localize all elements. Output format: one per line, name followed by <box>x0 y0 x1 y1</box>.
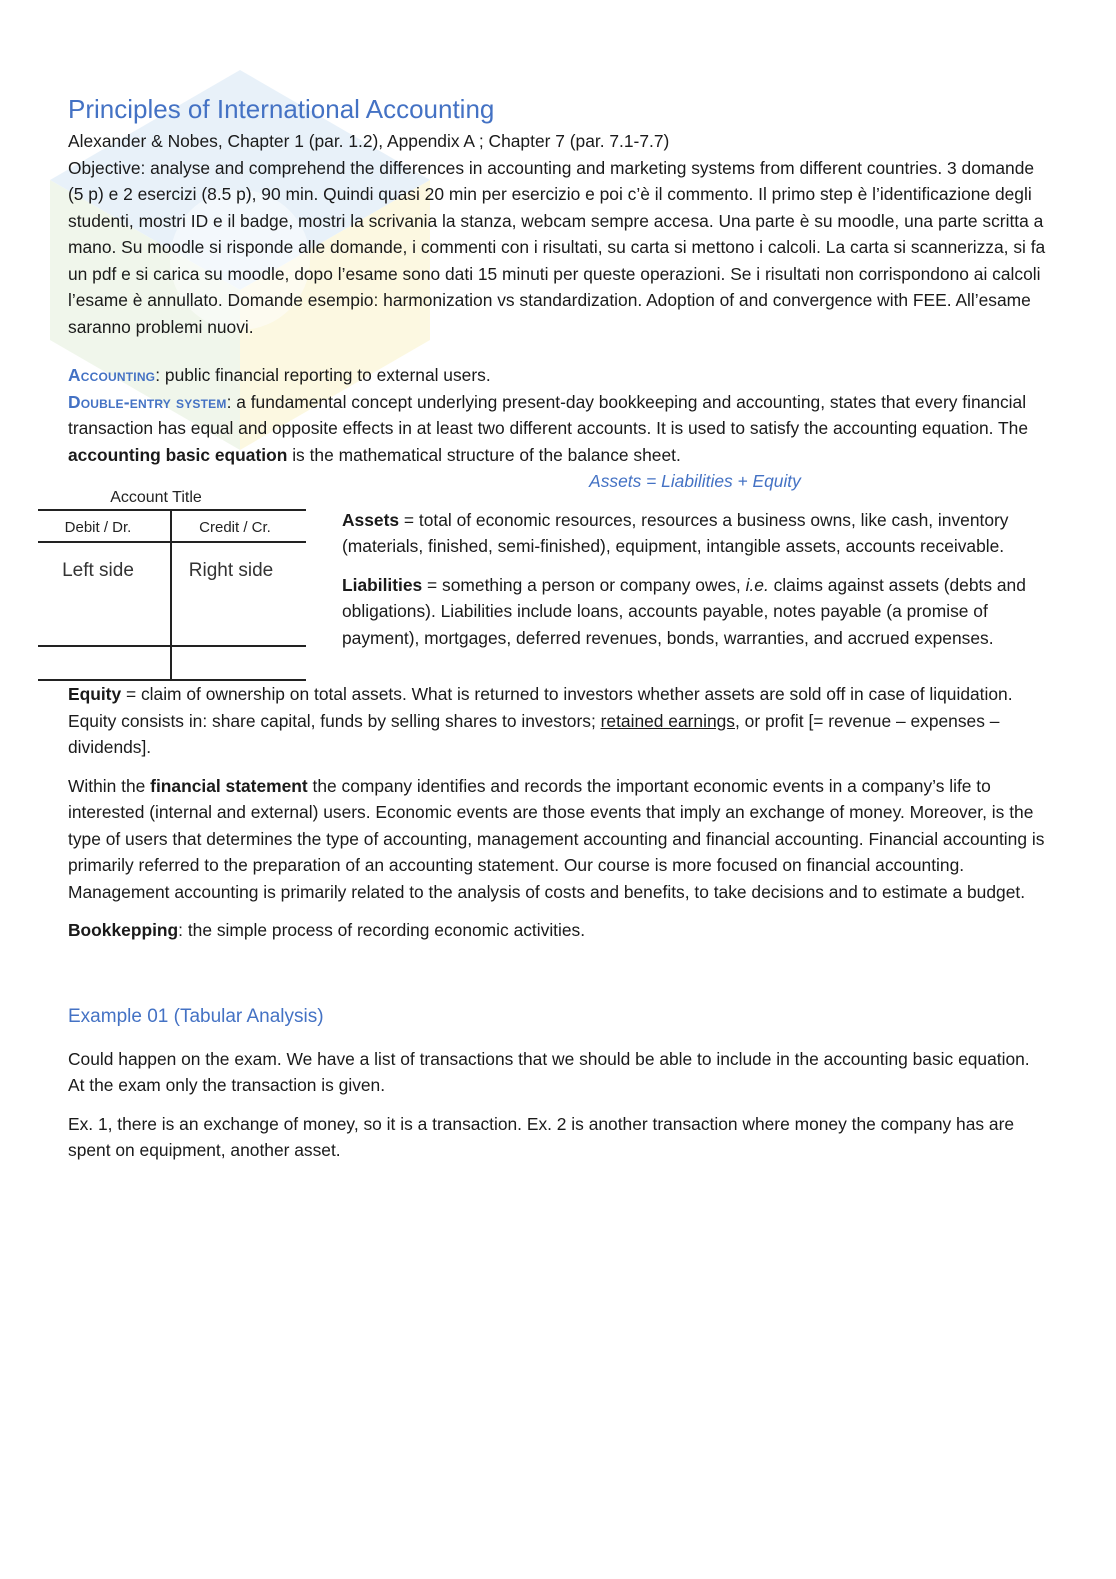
ie-abbrev: i.e. <box>745 574 769 595</box>
liabilities-text-a: = something a person or company owes, <box>422 574 746 595</box>
bookkeeping-text: : the simple process of recording economic activities. <box>178 920 586 940</box>
equity-term: Equity <box>68 684 122 704</box>
example-paragraph-2: Ex. 1, there is an exchange of money, so it is a transaction. Ex. 2 is another transaction where money the company has are spent on equipment, another asset. <box>68 1113 1015 1160</box>
example-heading: Example 01 (Tabular Analysis) <box>68 1005 324 1027</box>
document-content <box>62 92 1048 1164</box>
double-entry-text-a: : a fundamental concept underlying present-day bookkeeping and accounting, states that every financial transaction has equal and opposite effects in at least two different accounts. It is used to satisfy the accounting equation. The <box>68 391 1028 438</box>
accounting-basic-equation-term: accounting basic equation <box>68 444 288 465</box>
left-side-label: Left side <box>62 560 134 581</box>
assets-text: = total of economic resources, resources a business owns, like cash, inventory (materials, finished, semi-finished), equipment, intangible assets, accounts receivable. <box>342 509 1009 556</box>
credit-header: Credit / Cr. <box>199 519 271 536</box>
bookkeeping-term: Bookkepping <box>68 920 179 940</box>
example-paragraph-1: Could happen on the exam. We have a list of transactions that we should be able to include in the accounting basic equation. At the exam only the transaction is given. <box>68 1048 1030 1095</box>
page-title: Principles of International Accounting <box>68 94 495 124</box>
t-account-diagram <box>38 476 318 681</box>
accounting-term: Accounting <box>68 365 156 385</box>
financial-statement-paragraph <box>68 773 1048 906</box>
double-entry-definition <box>68 389 1048 469</box>
fs-text-b: the company identifies and records the important economic events in a company’s life to interested (internal and external) users. Economic events are those events that imply an exchange of money. Moreover, is the type of users that determines the type of accounting, management accounting and financial accounting. Financial accounting is primarily referred to the preparation of an accounting statement. Our course is more focused on financial accounting. Management accounting is primarily related to the analysis of costs and benefits, to take decisions and to estimate a budget. <box>68 775 1045 902</box>
bookkeeping-definition <box>68 917 1048 944</box>
accounting-definition <box>68 362 1048 389</box>
accounting-equation: Assets = Liabilities + Equity <box>589 471 801 491</box>
t-account-figure <box>38 476 318 681</box>
right-side-label: Right side <box>188 560 274 581</box>
equity-text-b: , or profit [= revenue – expenses – dividends]. <box>68 710 1000 757</box>
t-account-title: Account Title <box>110 489 202 506</box>
assets-term: Assets <box>342 509 400 530</box>
liabilities-term: Liabilities <box>342 574 423 595</box>
fs-text-a: Within the <box>68 775 151 796</box>
liabilities-text-b: claims against assets (debts and obligations). Liabilities include loans, accounts payable, notes payable (a promise of payment), mortgages, deferred revenues, bonds, warranties, and accrued expenses. <box>342 574 1026 648</box>
double-entry-term: Double-entry system <box>68 391 227 412</box>
equity-text-a: = claim of ownership on total assets. What is returned to investors whether assets are sold off in case of liquidation. Equity consists in: share capital, funds by selling shares to investors; <box>68 684 1013 731</box>
retained-earnings-term: retained earnings <box>600 710 735 731</box>
accounting-text: : public financial reporting to external users. <box>155 365 491 385</box>
equity-definition <box>68 681 1048 761</box>
chapter-reference: Alexander & Nobes, Chapter 1 (par. 1.2), Appendix A ; Chapter 7 (par. 7.1-7.7) <box>68 131 670 151</box>
double-entry-text-b: is the mathematical structure of the balance sheet. <box>287 444 681 465</box>
financial-statement-term: financial statement <box>150 775 308 796</box>
debit-header: Debit / Dr. <box>64 519 132 536</box>
objective-paragraph: Objective: analyse and comprehend the differences in accounting and marketing systems from different countries. 3 domande (5 p) e 2 esercizi (8.5 p), 90 min. Quindi quasi 20 min per esercizio e poi c’è il commento. Il primo step è l’identificazione degli studenti, mostri ID e il badge, mostri la scrivania la stanza, webcam sempre accesa. Una parte è su moodle, una parte scritta a mano. Su moodle si risponde alle domande, i commenti con i risultati, su carta si mettono i calcoli. La carta si scannerizza, si fa un pdf e si carica su moodle, dopo l’esame sono dati 15 minuti per queste operazioni. Se i risultati non corrispondono ai calcoli l’esame è annullato. Domande esempio: harmonization vs standardization. Adoption of and convergence with FEE. All’esame saranno problemi nuovi. <box>68 157 1046 337</box>
